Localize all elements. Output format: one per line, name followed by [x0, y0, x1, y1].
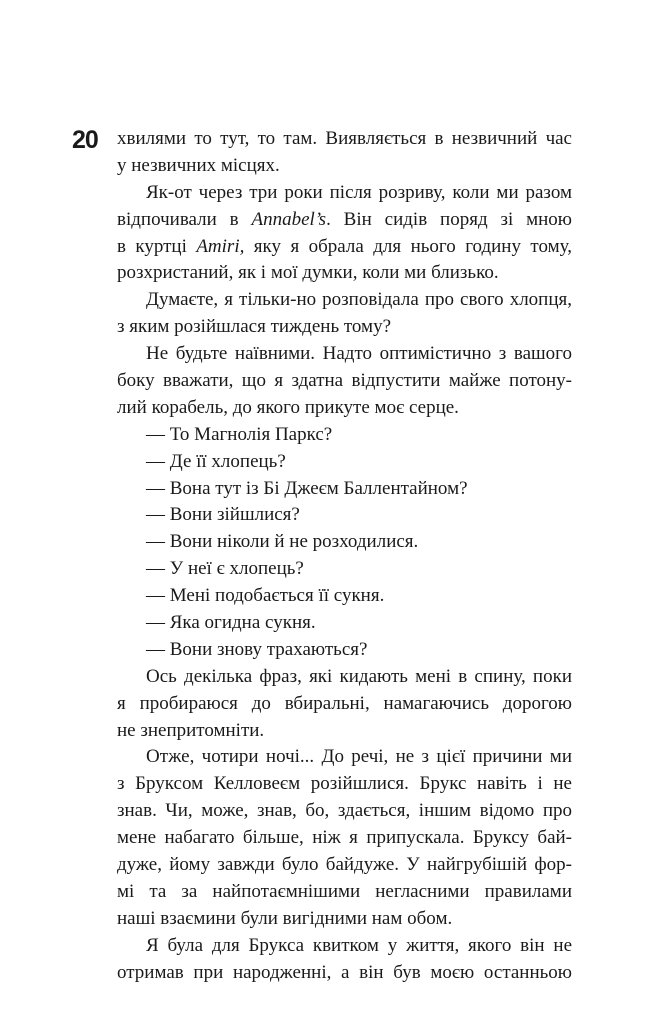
- text-segment: дуже, йому завжди було байдуже. У найгрубішій фор-: [117, 854, 572, 876]
- text-line: [117, 771, 572, 798]
- text-line: [117, 153, 572, 180]
- text-segment: наші взаємини були вигідними нам обом.: [117, 907, 453, 929]
- text-segment: Не будьте наївними. Надто оптимістично з вашого: [146, 343, 572, 365]
- text-segment: Ось декілька фраз, які кидають мені в спину, поки: [146, 665, 572, 687]
- text-line: [117, 852, 572, 879]
- text-segment: — То Магнолія Паркс?: [146, 423, 333, 445]
- text-segment: мене набагато більше, ніж я припускала. Бруксу бай-: [117, 827, 572, 849]
- text-line: [117, 825, 572, 852]
- text-segment: у незвичних місцях.: [117, 154, 280, 176]
- text-line: [117, 610, 572, 637]
- text-line: [117, 906, 572, 933]
- text-line: [117, 126, 572, 153]
- text-line: [117, 476, 572, 503]
- text-line: [117, 314, 572, 341]
- text-segment: — Вони знову трахаються?: [146, 638, 368, 660]
- text-line: [117, 529, 572, 556]
- text-line: [117, 368, 572, 395]
- text-line: [117, 395, 572, 422]
- text-segment: Думаєте, я тільки-но розповідала про свого хлопця,: [146, 289, 572, 311]
- text-line: [117, 502, 572, 529]
- text-segment: не знепритомніти.: [117, 719, 265, 741]
- text-line: [117, 180, 572, 207]
- page-number: 20: [72, 126, 98, 154]
- text-segment: — Вони ніколи й не розходилися.: [146, 531, 419, 553]
- text-line: [117, 449, 572, 476]
- body-text: [117, 126, 572, 987]
- text-line: [117, 933, 572, 960]
- text-line: [117, 637, 572, 664]
- text-line: [117, 691, 572, 718]
- text-line: [117, 664, 572, 691]
- text-segment: знав. Чи, може, знав, бо, здається, іншим відомо про: [117, 800, 572, 822]
- text-segment: боку вважати, що я здатна відпустити майже потону-: [117, 370, 572, 392]
- text-segment: відпочивали в: [117, 208, 252, 230]
- text-segment: — Мені подобається її сукня.: [146, 585, 385, 607]
- text-segment: — Вона тут із Бі Джеєм Баллентайном?: [146, 477, 468, 499]
- text-segment: з Бруксом Келловеєм розійшлися. Брукс навіть і не: [117, 773, 572, 795]
- italic-text: Amiri,: [196, 235, 245, 257]
- text-segment: . Він сидів поряд зі мною: [326, 208, 572, 230]
- text-segment: отримав при народженні, а він був моєю останньою: [117, 961, 572, 983]
- text-line: [117, 718, 572, 745]
- text-line: [117, 798, 572, 825]
- text-line: [117, 341, 572, 368]
- text-segment: — У неї є хлопець?: [146, 558, 304, 580]
- text-line: [117, 556, 572, 583]
- text-segment: з яким розійшлася тиждень тому?: [117, 316, 392, 338]
- text-segment: яку я обрала для нього годину тому,: [244, 235, 572, 257]
- text-segment: Я була для Брукса квитком у життя, якого він не: [146, 934, 572, 956]
- text-segment: розхристаний, як і мої думки, коли ми близько.: [117, 262, 499, 284]
- text-line: [117, 744, 572, 771]
- text-line: [117, 207, 572, 234]
- text-segment: мі та за найпотаємнішими негласними правилами: [117, 880, 572, 902]
- text-line: [117, 583, 572, 610]
- italic-text: Annabel’s: [251, 208, 327, 230]
- text-line: [117, 960, 572, 987]
- text-line: [117, 879, 572, 906]
- text-segment: Отже, чотири ночі... До речі, не з цієї причини ми: [146, 746, 572, 768]
- text-line: [117, 260, 572, 287]
- text-line: [117, 422, 572, 449]
- text-segment: — Яка огидна сукня.: [146, 612, 316, 634]
- text-line: [117, 234, 572, 261]
- text-line: [117, 287, 572, 314]
- text-segment: — Вони зійшлися?: [146, 504, 300, 526]
- text-segment: лий корабель, до якого прикуте моє серце.: [117, 396, 459, 418]
- text-segment: Як-от через три роки після розриву, коли ми разом: [146, 181, 572, 203]
- text-segment: хвилями то тут, то там. Виявляється в незвичний час: [117, 128, 572, 149]
- text-segment: я пробираюся до вбиральні, намагаючись дорогою: [117, 692, 572, 714]
- text-segment: — Де її хлопець?: [146, 450, 286, 472]
- text-segment: в куртці: [117, 235, 197, 257]
